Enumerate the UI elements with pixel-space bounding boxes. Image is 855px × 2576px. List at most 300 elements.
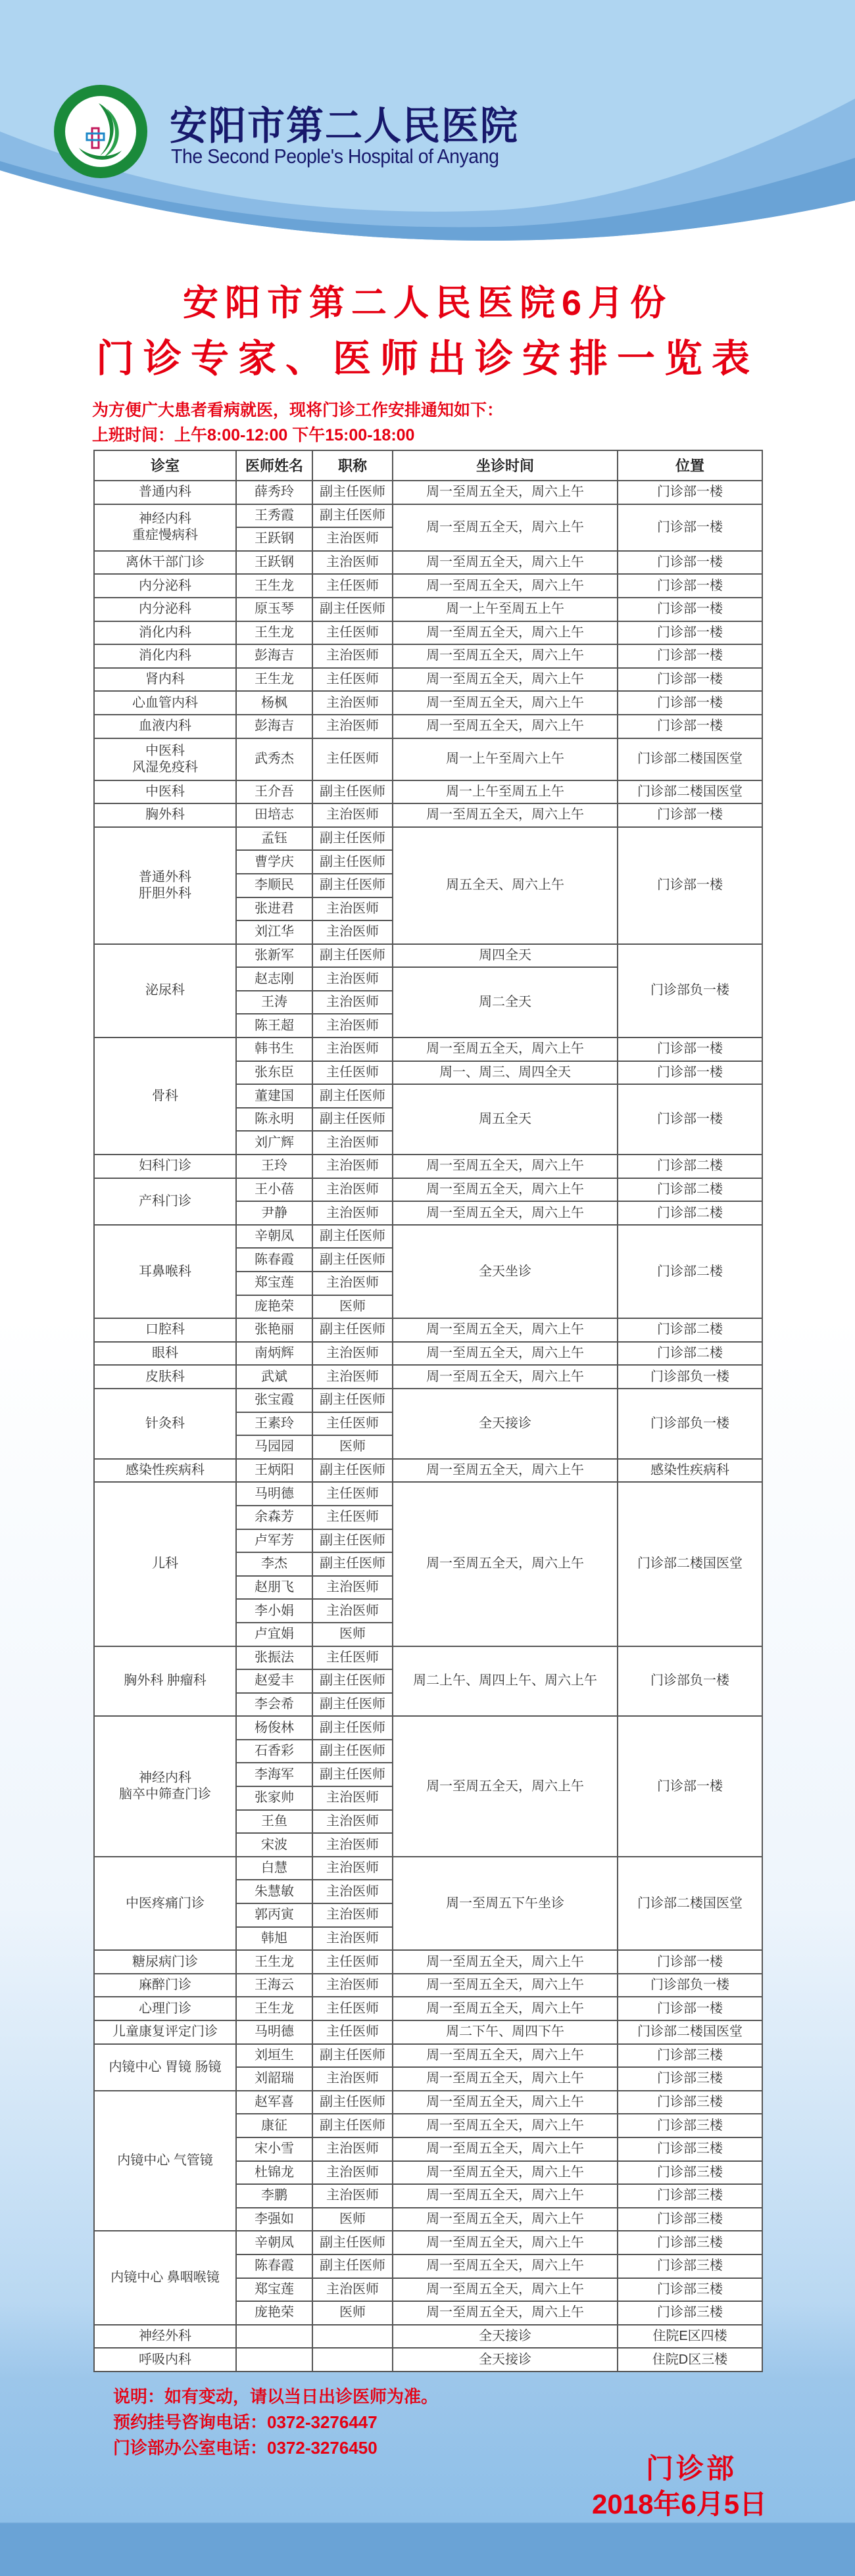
doctor-name-cell: 石香彩 bbox=[236, 1740, 312, 1763]
schedule-time-cell: 周五全天、周六上午 bbox=[393, 827, 618, 944]
clinic-cell: 心血管内科 bbox=[94, 691, 236, 715]
table-row bbox=[94, 738, 762, 780]
table-row bbox=[94, 1997, 762, 2020]
doctor-name-cell: 赵爱丰 bbox=[236, 1669, 312, 1693]
table-row bbox=[94, 598, 762, 621]
doctor-name-cell: 李小娟 bbox=[236, 1599, 312, 1623]
location-cell: 门诊部一楼 bbox=[618, 1997, 762, 2020]
schedule-time-cell: 周一至周五全天，周六上午 bbox=[393, 2278, 618, 2302]
doctor-title-cell bbox=[312, 2325, 393, 2349]
schedule-time-cell: 周一上午至周五上午 bbox=[393, 598, 618, 621]
doctor-title-cell: 医师 bbox=[312, 1435, 393, 1459]
doctor-title-cell: 主治医师 bbox=[312, 1038, 393, 1061]
location-cell: 门诊部一楼 bbox=[618, 574, 762, 598]
doctor-name-cell: 杜锦龙 bbox=[236, 2161, 312, 2185]
location-cell: 门诊部三楼 bbox=[618, 2161, 762, 2185]
location-cell: 门诊部一楼 bbox=[618, 621, 762, 645]
schedule-time-cell: 周一至周五全天，周六上午 bbox=[393, 1716, 618, 1857]
schedule-time-cell: 周一至周五全天，周六上午 bbox=[393, 504, 618, 551]
schedule-time-cell: 周一至周五全天，周六上午 bbox=[393, 2161, 618, 2185]
doctor-name-cell: 孟钰 bbox=[236, 827, 312, 851]
location-cell: 门诊部一楼 bbox=[618, 1038, 762, 1061]
doctor-name-cell: 王跃钢 bbox=[236, 527, 312, 551]
doctor-title-cell: 副主任医师 bbox=[312, 2114, 393, 2137]
doctor-title-cell: 副主任医师 bbox=[312, 944, 393, 968]
doctor-title-cell: 医师 bbox=[312, 1623, 393, 1646]
table-row bbox=[94, 2231, 762, 2254]
doctor-name-cell: 王生龙 bbox=[236, 1950, 312, 1974]
doctor-title-cell: 副主任医师 bbox=[312, 1669, 393, 1693]
table-row bbox=[94, 803, 762, 827]
clinic-cell: 感染性疾病科 bbox=[94, 1459, 236, 1483]
doctor-title-cell: 主治医师 bbox=[312, 1131, 393, 1155]
clinic-cell: 内镜中心 鼻咽喉镜 bbox=[94, 2231, 236, 2324]
doctor-title-cell: 副主任医师 bbox=[312, 780, 393, 804]
table-row bbox=[94, 1974, 762, 1997]
doctor-name-cell: 张宝霞 bbox=[236, 1389, 312, 1412]
doctor-title-cell: 主治医师 bbox=[312, 1178, 393, 1202]
table-row bbox=[94, 2020, 762, 2044]
doctor-name-cell: 余森芳 bbox=[236, 1506, 312, 1529]
doctor-name-cell: 彭海吉 bbox=[236, 715, 312, 738]
clinic-cell: 儿科 bbox=[94, 1482, 236, 1646]
schedule-table bbox=[93, 450, 763, 2372]
schedule-time-cell: 周一至周五全天，周六上午 bbox=[393, 1482, 618, 1646]
schedule-time-cell: 周二全天 bbox=[393, 967, 618, 1038]
doctor-title-cell: 医师 bbox=[312, 2301, 393, 2325]
clinic-cell: 普通内科 bbox=[94, 481, 236, 504]
doctor-title-cell: 副主任医师 bbox=[312, 1529, 393, 1553]
doctor-name-cell: 彭海吉 bbox=[236, 644, 312, 668]
doctor-name-cell: 王跃钢 bbox=[236, 551, 312, 575]
table-row bbox=[94, 1225, 762, 1249]
doctor-name-cell: 张家帅 bbox=[236, 1786, 312, 1810]
doctor-title-cell: 主治医师 bbox=[312, 1576, 393, 1600]
doctor-title-cell: 主治医师 bbox=[312, 920, 393, 944]
clinic-cell: 内镜中心 胃镜 肠镜 bbox=[94, 2044, 236, 2091]
doctor-name-cell: 卢宜娟 bbox=[236, 1623, 312, 1646]
location-cell: 门诊部三楼 bbox=[618, 2301, 762, 2325]
table-row bbox=[94, 2091, 762, 2114]
doctor-name-cell: 康征 bbox=[236, 2114, 312, 2137]
doctor-name-cell: 李顺民 bbox=[236, 874, 312, 897]
location-cell: 门诊部三楼 bbox=[618, 2231, 762, 2254]
issuing-department: 门诊部 bbox=[646, 2453, 737, 2484]
clinic-cell: 糖尿病门诊 bbox=[94, 1950, 236, 1974]
doctor-name-cell: 赵朋飞 bbox=[236, 1576, 312, 1600]
location-cell: 门诊部二楼 bbox=[618, 1342, 762, 1366]
doctor-title-cell: 副主任医师 bbox=[312, 1084, 393, 1108]
clinic-cell: 内镜中心 气管镜 bbox=[94, 2091, 236, 2231]
location-cell: 门诊部三楼 bbox=[618, 2137, 762, 2161]
doctor-title-cell: 主治医师 bbox=[312, 803, 393, 827]
clinic-cell: 中医疼痛门诊 bbox=[94, 1857, 236, 1950]
location-cell: 门诊部三楼 bbox=[618, 2044, 762, 2068]
clinic-cell: 中医科 风湿免疫科 bbox=[94, 738, 236, 780]
location-cell: 门诊部一楼 bbox=[618, 1061, 762, 1085]
doctor-title-cell: 主治医师 bbox=[312, 715, 393, 738]
doctor-title-cell: 主治医师 bbox=[312, 897, 393, 921]
location-cell: 门诊部负一楼 bbox=[618, 1365, 762, 1389]
clinic-cell: 针灸科 bbox=[94, 1389, 236, 1459]
schedule-time-cell: 周一至周五全天，周六上午 bbox=[393, 1201, 618, 1225]
doctor-title-cell: 主治医师 bbox=[312, 2161, 393, 2185]
doctor-title-cell: 主治医师 bbox=[312, 527, 393, 551]
doctor-title-cell: 主治医师 bbox=[312, 991, 393, 1014]
schedule-time-cell: 周一至周五全天，周六上午 bbox=[393, 2231, 618, 2254]
location-cell: 门诊部二楼 bbox=[618, 1201, 762, 1225]
table-row bbox=[94, 2348, 762, 2372]
location-cell: 门诊部一楼 bbox=[618, 1084, 762, 1155]
doctor-title-cell: 副主任医师 bbox=[312, 1108, 393, 1132]
working-hours: 上班时间：上午8:00-12:00 下午15:00-18:00 bbox=[92, 426, 415, 444]
schedule-time-cell: 全天坐诊 bbox=[393, 1225, 618, 1318]
clinic-cell: 神经内科 重症慢病科 bbox=[94, 504, 236, 551]
doctor-name-cell: 王鱼 bbox=[236, 1810, 312, 1834]
doctor-title-cell: 副主任医师 bbox=[312, 827, 393, 851]
schedule-time-cell: 周一至周五全天，周六上午 bbox=[393, 1459, 618, 1483]
doctor-title-cell: 主任医师 bbox=[312, 738, 393, 780]
schedule-time-cell: 周一至周五全天，周六上午 bbox=[393, 574, 618, 598]
doctor-title-cell: 主治医师 bbox=[312, 1155, 393, 1178]
doctor-title-cell: 主治医师 bbox=[312, 644, 393, 668]
schedule-time-cell: 周一至周五全天，周六上午 bbox=[393, 2044, 618, 2068]
doctor-name-cell: 尹静 bbox=[236, 1201, 312, 1225]
table-row bbox=[94, 1318, 762, 1342]
doctor-title-cell: 副主任医师 bbox=[312, 1740, 393, 1763]
table-row bbox=[94, 621, 762, 645]
location-cell: 门诊部一楼 bbox=[618, 644, 762, 668]
booking-phone: 预约挂号咨询电话：0372-3276447 bbox=[113, 2412, 378, 2432]
table-row bbox=[94, 668, 762, 692]
location-cell: 门诊部二楼 bbox=[618, 1155, 762, 1178]
doctor-name-cell bbox=[236, 2325, 312, 2349]
doctor-name-cell: 杨枫 bbox=[236, 691, 312, 715]
doctor-name-cell: 马园园 bbox=[236, 1435, 312, 1459]
clinic-cell: 泌尿科 bbox=[94, 944, 236, 1038]
location-cell: 门诊部二楼国医堂 bbox=[618, 780, 762, 804]
doctor-name-cell: 辛朝凤 bbox=[236, 2231, 312, 2254]
header-clinic: 诊室 bbox=[94, 450, 236, 481]
clinic-cell: 麻醉门诊 bbox=[94, 1974, 236, 1997]
doctor-title-cell: 主任医师 bbox=[312, 1412, 393, 1436]
doctor-name-cell: 赵志刚 bbox=[236, 967, 312, 991]
schedule-time-cell: 全天接诊 bbox=[393, 2325, 618, 2349]
doctor-title-cell: 主治医师 bbox=[312, 1365, 393, 1389]
doctor-name-cell: 刘韶瑞 bbox=[236, 2067, 312, 2091]
schedule-time-cell: 周一至周五全天，周六上午 bbox=[393, 1342, 618, 1366]
schedule-time-cell: 全天接诊 bbox=[393, 2348, 618, 2372]
clinic-cell: 妇科门诊 bbox=[94, 1155, 236, 1178]
location-cell: 门诊部二楼国医堂 bbox=[618, 1482, 762, 1646]
doctor-name-cell: 庞艳荣 bbox=[236, 2301, 312, 2325]
table-row bbox=[94, 481, 762, 504]
table-row bbox=[94, 1342, 762, 1366]
doctor-title-cell: 副主任医师 bbox=[312, 1459, 393, 1483]
doctor-title-cell: 主治医师 bbox=[312, 2184, 393, 2208]
doctor-name-cell: 李海军 bbox=[236, 1763, 312, 1786]
clinic-cell: 眼科 bbox=[94, 1342, 236, 1366]
schedule-time-cell: 周一至周五全天，周六上午 bbox=[393, 644, 618, 668]
schedule-time-cell: 周一至周五全天，周六上午 bbox=[393, 621, 618, 645]
clinic-cell: 离休干部门诊 bbox=[94, 551, 236, 575]
table-row bbox=[94, 780, 762, 804]
doctor-title-cell: 主任医师 bbox=[312, 574, 393, 598]
clinic-cell: 中医科 bbox=[94, 780, 236, 804]
schedule-time-cell: 周一至周五全天，周六上午 bbox=[393, 1178, 618, 1202]
doctor-title-cell: 副主任医师 bbox=[312, 1552, 393, 1576]
schedule-time-cell: 周一至周五全天，周六上午 bbox=[393, 2137, 618, 2161]
doctor-name-cell: 张新军 bbox=[236, 944, 312, 968]
doctor-name-cell: 刘江华 bbox=[236, 920, 312, 944]
schedule-time-cell: 周一至周五全天，周六上午 bbox=[393, 1997, 618, 2020]
location-cell: 门诊部三楼 bbox=[618, 2254, 762, 2278]
schedule-time-cell: 周一至周五全天，周六上午 bbox=[393, 691, 618, 715]
doctor-title-cell: 主任医师 bbox=[312, 1506, 393, 1529]
clinic-cell: 内分泌科 bbox=[94, 598, 236, 621]
doctor-title-cell: 主治医师 bbox=[312, 1201, 393, 1225]
doctor-name-cell: 李会希 bbox=[236, 1693, 312, 1717]
schedule-time-cell: 周一至周五下午坐诊 bbox=[393, 1857, 618, 1950]
doctor-title-cell: 副主任医师 bbox=[312, 1763, 393, 1786]
schedule-time-cell: 周一至周五全天，周六上午 bbox=[393, 1365, 618, 1389]
doctor-name-cell: 陈王超 bbox=[236, 1014, 312, 1038]
footer-notes bbox=[113, 2384, 438, 2461]
doctor-title-cell: 副主任医师 bbox=[312, 1716, 393, 1740]
clinic-cell: 心理门诊 bbox=[94, 1997, 236, 2020]
doctor-name-cell: 马明德 bbox=[236, 1482, 312, 1506]
location-cell: 感染性疾病科 bbox=[618, 1459, 762, 1483]
location-cell: 门诊部一楼 bbox=[618, 668, 762, 692]
clinic-cell: 胸外科 bbox=[94, 803, 236, 827]
location-cell: 门诊部一楼 bbox=[618, 504, 762, 551]
location-cell: 门诊部二楼国医堂 bbox=[618, 1857, 762, 1950]
doctor-title-cell: 主任医师 bbox=[312, 1646, 393, 1670]
doctor-title-cell: 主治医师 bbox=[312, 2137, 393, 2161]
location-cell: 住院E区四楼 bbox=[618, 2325, 762, 2349]
doctor-name-cell: 宋小雪 bbox=[236, 2137, 312, 2161]
doctor-title-cell: 副主任医师 bbox=[312, 504, 393, 528]
header-title: 职称 bbox=[312, 450, 393, 481]
location-cell: 门诊部三楼 bbox=[618, 2208, 762, 2231]
schedule-time-cell: 周一上午至周五上午 bbox=[393, 780, 618, 804]
location-cell: 门诊部三楼 bbox=[618, 2067, 762, 2091]
doctor-name-cell: 李鹏 bbox=[236, 2184, 312, 2208]
doctor-name-cell: 张艳丽 bbox=[236, 1318, 312, 1342]
clinic-cell: 神经内科 脑卒中筛查门诊 bbox=[94, 1716, 236, 1857]
table-row bbox=[94, 2044, 762, 2068]
table-row bbox=[94, 1389, 762, 1412]
table-row bbox=[94, 1716, 762, 1740]
doctor-name-cell: 王介吾 bbox=[236, 780, 312, 804]
location-cell: 门诊部一楼 bbox=[618, 1716, 762, 1857]
location-cell: 门诊部一楼 bbox=[618, 1950, 762, 1974]
table-row bbox=[94, 574, 762, 598]
doctor-name-cell: 武斌 bbox=[236, 1365, 312, 1389]
schedule-time-cell: 周一至周五全天，周六上午 bbox=[393, 668, 618, 692]
doctor-title-cell: 副主任医师 bbox=[312, 481, 393, 504]
table-row bbox=[94, 944, 762, 968]
doctor-name-cell: 李强如 bbox=[236, 2208, 312, 2231]
footer-note: 说明：如有变动，请以当日出诊医师为准。 bbox=[113, 2387, 439, 2406]
schedule-time-cell: 周一上午至周六上午 bbox=[393, 738, 618, 780]
location-cell: 门诊部负一楼 bbox=[618, 1974, 762, 1997]
clinic-cell: 肾内科 bbox=[94, 668, 236, 692]
location-cell: 门诊部一楼 bbox=[618, 481, 762, 504]
table-row bbox=[94, 1459, 762, 1483]
doctor-title-cell: 副主任医师 bbox=[312, 2091, 393, 2114]
schedule-time-cell: 周一至周五全天，周六上午 bbox=[393, 2114, 618, 2137]
clinic-cell: 耳鼻喉科 bbox=[94, 1225, 236, 1318]
intro-notice: 为方便广大患者看病就医，现将门诊工作安排通知如下： bbox=[92, 401, 504, 419]
doctor-title-cell: 副主任医师 bbox=[312, 2044, 393, 2068]
doctor-title-cell: 主治医师 bbox=[312, 2278, 393, 2302]
doctor-title-cell: 主治医师 bbox=[312, 1342, 393, 1366]
table-row bbox=[94, 1178, 762, 1202]
table-row bbox=[94, 1155, 762, 1178]
doctor-name-cell: 韩旭 bbox=[236, 1927, 312, 1951]
doctor-name-cell: 王海云 bbox=[236, 1974, 312, 1997]
doctor-name-cell: 刘广辉 bbox=[236, 1131, 312, 1155]
doctor-name-cell: 郑宝莲 bbox=[236, 2278, 312, 2302]
doctor-name-cell: 宋波 bbox=[236, 1833, 312, 1857]
table-row bbox=[94, 504, 762, 528]
doctor-name-cell: 王生龙 bbox=[236, 621, 312, 645]
doctor-name-cell: 马明德 bbox=[236, 2020, 312, 2044]
table-row bbox=[94, 1365, 762, 1389]
doctor-name-cell: 张进君 bbox=[236, 897, 312, 921]
schedule-time-cell: 周一至周五全天，周六上午 bbox=[393, 715, 618, 738]
doctor-name-cell: 薛秀玲 bbox=[236, 481, 312, 504]
doctor-title-cell: 主治医师 bbox=[312, 1880, 393, 1903]
doctor-title-cell: 主治医师 bbox=[312, 1833, 393, 1857]
header-time: 坐诊时间 bbox=[393, 450, 618, 481]
doctor-name-cell: 庞艳荣 bbox=[236, 1295, 312, 1319]
location-cell: 门诊部二楼 bbox=[618, 1178, 762, 1202]
schedule-time-cell: 全天接诊 bbox=[393, 1389, 618, 1459]
doctor-title-cell: 副主任医师 bbox=[312, 598, 393, 621]
location-cell: 门诊部负一楼 bbox=[618, 944, 762, 1038]
doctor-title-cell: 主治医师 bbox=[312, 967, 393, 991]
page-title-line1: 安阳市第二人民医院6月份 bbox=[182, 283, 673, 323]
location-cell: 门诊部三楼 bbox=[618, 2114, 762, 2137]
doctor-name-cell: 朱慧敏 bbox=[236, 1880, 312, 1903]
clinic-cell: 血液内科 bbox=[94, 715, 236, 738]
doctor-name-cell: 郭丙寅 bbox=[236, 1903, 312, 1927]
location-cell: 门诊部负一楼 bbox=[618, 1389, 762, 1459]
clinic-cell: 儿童康复评定门诊 bbox=[94, 2020, 236, 2044]
location-cell: 门诊部一楼 bbox=[618, 803, 762, 827]
doctor-name-cell: 王生龙 bbox=[236, 574, 312, 598]
doctor-name-cell: 陈春霞 bbox=[236, 1248, 312, 1272]
schedule-time-cell: 周五全天 bbox=[393, 1084, 618, 1155]
clinic-cell: 胸外科 肿瘤科 bbox=[94, 1646, 236, 1717]
hospital-logo bbox=[53, 83, 149, 179]
schedule-time-cell: 周一至周五全天，周六上午 bbox=[393, 551, 618, 575]
doctor-name-cell: 王炳阳 bbox=[236, 1459, 312, 1483]
location-cell: 住院D区三楼 bbox=[618, 2348, 762, 2372]
location-cell: 门诊部二楼 bbox=[618, 1318, 762, 1342]
doctor-title-cell: 主任医师 bbox=[312, 1950, 393, 1974]
table-row bbox=[94, 644, 762, 668]
doctor-title-cell: 副主任医师 bbox=[312, 1318, 393, 1342]
doctor-name-cell: 王生龙 bbox=[236, 1997, 312, 2020]
doctor-title-cell: 副主任医师 bbox=[312, 1693, 393, 1717]
doctor-title-cell: 主治医师 bbox=[312, 1974, 393, 1997]
doctor-title-cell: 副主任医师 bbox=[312, 874, 393, 897]
doctor-name-cell: 王玲 bbox=[236, 1155, 312, 1178]
table-row bbox=[94, 1482, 762, 1506]
schedule-time-cell: 周一至周五全天，周六上午 bbox=[393, 1950, 618, 1974]
schedule-time-cell: 周一至周五全天，周六上午 bbox=[393, 481, 618, 504]
header-location: 位置 bbox=[618, 450, 762, 481]
schedule-time-cell: 周一至周五全天，周六上午 bbox=[393, 2301, 618, 2325]
table-row bbox=[94, 551, 762, 575]
page-title-line2: 门诊专家、医师出诊安排一览表 bbox=[95, 337, 759, 380]
doctor-title-cell: 医师 bbox=[312, 2208, 393, 2231]
doctor-title-cell: 主治医师 bbox=[312, 2067, 393, 2091]
doctor-name-cell: 王小蓓 bbox=[236, 1178, 312, 1202]
doctor-name-cell: 张振法 bbox=[236, 1646, 312, 1670]
table-row bbox=[94, 2325, 762, 2349]
schedule-time-cell: 周二上午、周四上午、周六上午 bbox=[393, 1646, 618, 1717]
doctor-title-cell: 主治医师 bbox=[312, 1903, 393, 1927]
schedule-time-cell: 周一至周五全天，周六上午 bbox=[393, 803, 618, 827]
schedule-time-cell: 周一至周五全天，周六上午 bbox=[393, 1038, 618, 1061]
doctor-title-cell: 主治医师 bbox=[312, 1272, 393, 1295]
doctor-title-cell: 主治医师 bbox=[312, 1014, 393, 1038]
doctor-name-cell: 白慧 bbox=[236, 1857, 312, 1880]
doctor-title-cell: 主任医师 bbox=[312, 1061, 393, 1085]
doctor-title-cell: 主任医师 bbox=[312, 621, 393, 645]
schedule-time-cell: 周一、周三、周四全天 bbox=[393, 1061, 618, 1085]
doctor-name-cell: 李杰 bbox=[236, 1552, 312, 1576]
clinic-cell: 皮肤科 bbox=[94, 1365, 236, 1389]
doctor-name-cell: 王生龙 bbox=[236, 668, 312, 692]
schedule-time-cell: 周一至周五全天，周六上午 bbox=[393, 2208, 618, 2231]
clinic-cell: 口腔科 bbox=[94, 1318, 236, 1342]
doctor-name-cell: 曹学庆 bbox=[236, 850, 312, 874]
doctor-title-cell: 主治医师 bbox=[312, 1599, 393, 1623]
doctor-title-cell: 副主任医师 bbox=[312, 2231, 393, 2254]
clinic-cell: 呼吸内科 bbox=[94, 2348, 236, 2372]
clinic-cell: 消化内科 bbox=[94, 644, 236, 668]
schedule-time-cell: 周一至周五全天，周六上午 bbox=[393, 2067, 618, 2091]
doctor-title-cell: 医师 bbox=[312, 1295, 393, 1319]
location-cell: 门诊部三楼 bbox=[618, 2278, 762, 2302]
hospital-name-en: The Second People's Hospital of Anyang bbox=[171, 145, 499, 168]
doctor-name-cell: 南炳辉 bbox=[236, 1342, 312, 1366]
location-cell: 门诊部三楼 bbox=[618, 2184, 762, 2208]
table-row bbox=[94, 691, 762, 715]
table-row bbox=[94, 1950, 762, 1974]
doctor-title-cell: 副主任医师 bbox=[312, 1225, 393, 1249]
doctor-name-cell: 董建国 bbox=[236, 1084, 312, 1108]
doctor-name-cell: 陈春霞 bbox=[236, 2254, 312, 2278]
doctor-name-cell: 韩书生 bbox=[236, 1038, 312, 1061]
schedule-time-cell: 周一至周五全天，周六上午 bbox=[393, 1155, 618, 1178]
doctor-name-cell: 王秀霞 bbox=[236, 504, 312, 528]
location-cell: 门诊部一楼 bbox=[618, 598, 762, 621]
schedule-time-cell: 周一至周五全天，周六上午 bbox=[393, 1318, 618, 1342]
schedule-time-cell: 周四全天 bbox=[393, 944, 618, 968]
clinic-cell: 普通外科 肝胆外科 bbox=[94, 827, 236, 944]
doctor-title-cell: 副主任医师 bbox=[312, 1389, 393, 1412]
doctor-name-cell: 辛朝凤 bbox=[236, 1225, 312, 1249]
schedule-time-cell: 周一至周五全天，周六上午 bbox=[393, 2184, 618, 2208]
location-cell: 门诊部二楼国医堂 bbox=[618, 2020, 762, 2044]
schedule-time-cell: 周一至周五全天，周六上午 bbox=[393, 1974, 618, 1997]
